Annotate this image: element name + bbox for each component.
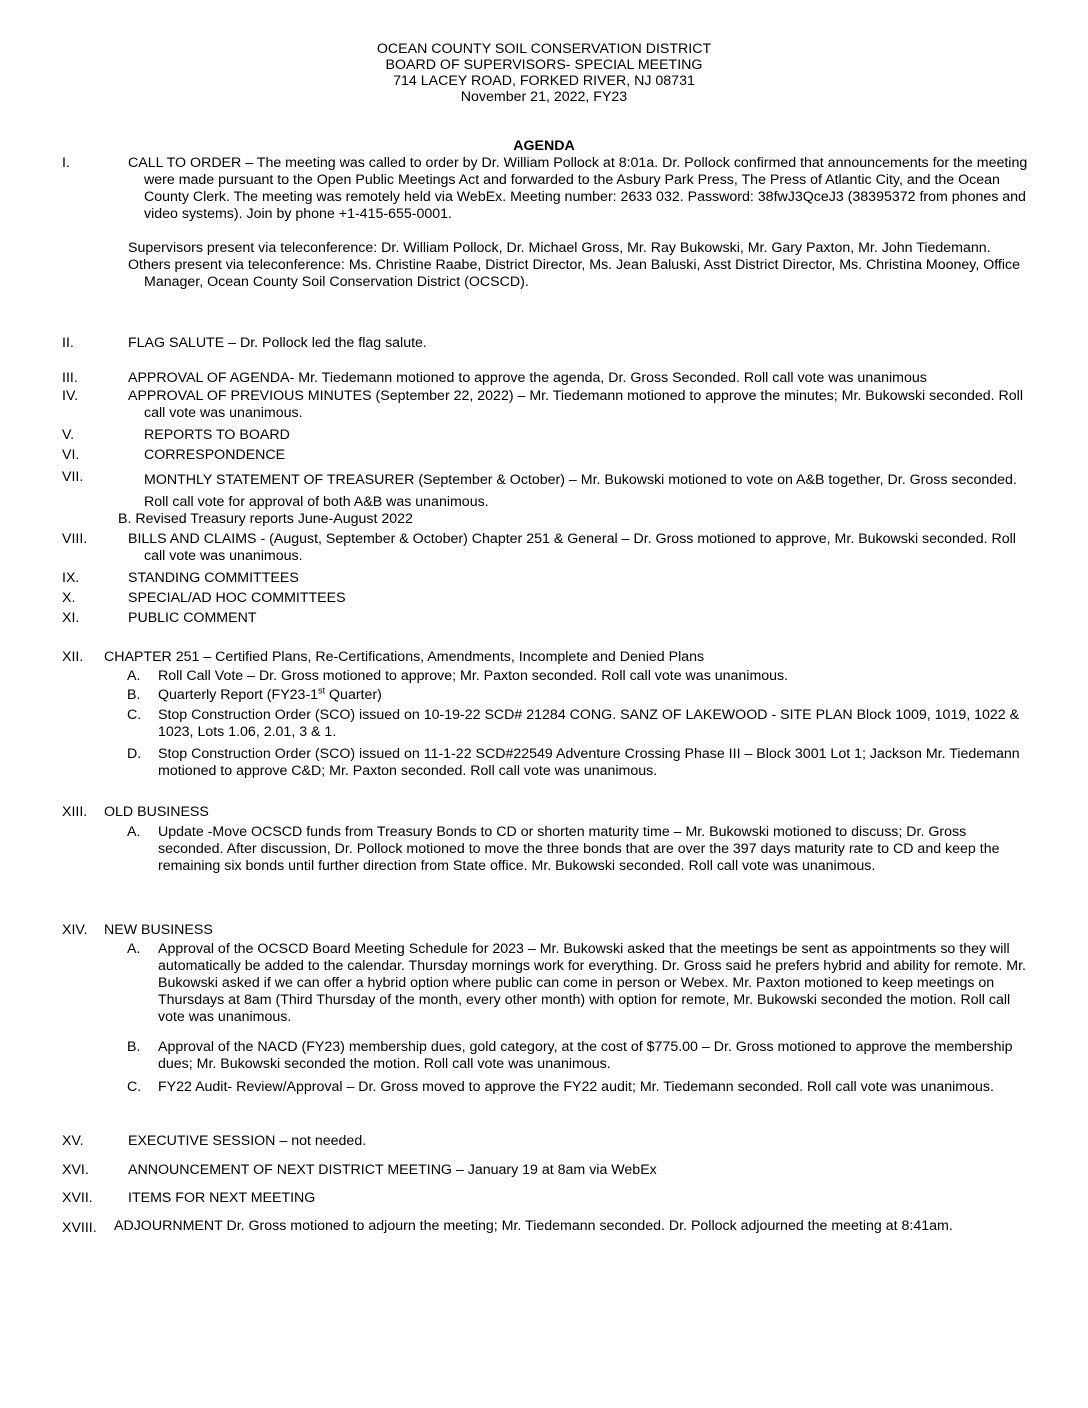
item-text: SPECIAL/AD HOC COMMITTEES [128, 590, 346, 606]
header-meeting-type: BOARD OF SUPERVISORS- SPECIAL MEETING [385, 57, 703, 73]
item-text: ANNOUNCEMENT OF NEXT DISTRICT MEETING – January 19 at 8am via WebEx [128, 1162, 657, 1178]
agenda-item-standing-committees [62, 570, 1032, 587]
sub-text: Approval of the OCSCD Board Meeting Schedule for 2023 – Mr. Bukowski asked that the meetings be sent as appointments so they will automatically be added to the calendar. Thursday mornings work for everything. Dr. Gross said he prefers hybrid and ability for remote. Mr. Bukowski asked if we can offer a hybrid option where public can come in person or Webex. Mr. Paxton motioned to keep meetings on Thursdays at 8am (Third Thursday of the month, every other month) with option for remote, Mr. Bukowski seconded the motion. Roll call vote was unanimous. [158, 941, 1026, 1025]
header-address: 714 LACEY ROAD, FORKED RIVER, NJ 08731 [393, 73, 695, 89]
item-text: APPROVAL OF AGENDA- Mr. Tiedemann motioned to approve the agenda, Dr. Gross Seconded. Roll call vote was unanimous [128, 370, 927, 386]
item-text: PUBLIC COMMENT [128, 610, 257, 626]
item-number: XVIII. [62, 1220, 97, 1236]
item-text: ITEMS FOR NEXT MEETING [128, 1190, 316, 1206]
agenda-item-new-business [62, 922, 1032, 939]
header-organization: OCEAN COUNTY SOIL CONSERVATION DISTRICT [376, 41, 712, 57]
agenda-item-reports [62, 427, 1032, 444]
agenda-item-correspondence [62, 447, 1032, 464]
agenda-item-items-for-next-meeting [62, 1190, 1032, 1207]
item-text: NEW BUSINESS [104, 922, 213, 938]
item-number: XV. [62, 1133, 84, 1149]
sub-item-b: B. Revised Treasury reports June-August 2022 [118, 511, 413, 527]
item-number: X. [62, 590, 76, 606]
agenda-item-bills-and-claims [62, 531, 1032, 565]
item-text: OLD BUSINESS [104, 804, 209, 820]
sub-text: Stop Construction Order (SCO) issued on 10-19-22 SCD# 21284 CONG. SANZ OF LAKEWOOD - SITE PLAN Block 1009, 1019, 1022 & 1023, Lots 1.06, 2.01, 3 & 1. [158, 707, 1020, 740]
sub-text: Quarterly Report (FY23-1st Quarter) [158, 685, 382, 703]
item-text: STANDING COMMITTEES [128, 570, 299, 586]
agenda-title: AGENDA [513, 138, 575, 154]
item-number: II. [62, 335, 74, 351]
sub-letter: C. [127, 707, 142, 723]
agenda-item-chapter-251 [62, 649, 1032, 666]
item-text: CHAPTER 251 – Certified Plans, Re-Certifications, Amendments, Incomplete and Denied Plans [104, 649, 705, 665]
agenda-item-next-meeting-announcement [62, 1162, 1032, 1179]
item-number: XVI. [62, 1162, 89, 1178]
item-text: FLAG SALUTE – Dr. Pollock led the flag salute. [128, 335, 427, 351]
agenda-item-previous-minutes [62, 388, 1032, 422]
header-date: November 21, 2022, FY23 [460, 89, 628, 105]
agenda-item-adjournment [62, 1218, 1032, 1236]
sub-text: Update -Move OCSCD funds from Treasury Bonds to CD or shorten maturity time – Mr. Bukowski motioned to discuss; Dr. Gross seconded. After discussion, Dr. Pollock motioned to move the three bonds that are over the 397 days maturity rate to CD and keep the remaining six bonds until further direction from State office. Mr. Bukowski seconded. Roll call vote was unanimous. [158, 824, 1000, 874]
sub-letter: B. [127, 1039, 141, 1055]
sub-letter: D. [127, 746, 142, 762]
chapter-251-sub-b [127, 685, 1033, 704]
sub-letter: A. [127, 668, 141, 684]
item-number: VII. [62, 469, 84, 485]
agenda-item-executive-session [62, 1133, 1032, 1150]
agenda-item-approval-of-agenda [62, 370, 1032, 387]
new-business-sub-b [127, 1039, 1033, 1073]
agenda-item-special-committees [62, 590, 1032, 607]
agenda-item-public-comment [62, 610, 1032, 627]
agenda-item-treasurer-statement [62, 469, 1032, 528]
item-number: I. [62, 155, 70, 171]
agenda-item-old-business [62, 804, 1032, 821]
sub-letter: A. [127, 941, 141, 957]
item-text: REPORTS TO BOARD [144, 427, 290, 443]
sub-text: Roll Call Vote – Dr. Gross motioned to approve; Mr. Paxton seconded. Roll call vote was unanimous. [158, 668, 789, 684]
chapter-251-sub-d [127, 746, 1033, 780]
document-header [0, 41, 1088, 105]
new-business-sub-c [127, 1079, 1033, 1096]
item-number: XI. [62, 610, 80, 626]
item-text: EXECUTIVE SESSION – not needed. [128, 1133, 367, 1149]
others-present: Others present via teleconference: Ms. Christine Raabe, District Director, Ms. Jean Baluski, Asst District Director, Ms. Christina Mooney, Office Manager, Ocean County Soil Conservation District (OCSCD). [128, 257, 1021, 290]
agenda-item-call-to-order [62, 155, 1032, 291]
item-text: MONTHLY STATEMENT OF TREASURER (September & October) – Mr. Bukowski motioned to vote on A&B together, Dr. Gross seconded. Roll call vote for approval of both A&B was unanimous. [144, 472, 1017, 510]
chapter-251-sub-a [127, 668, 1033, 685]
item-number: XVII. [62, 1190, 93, 1206]
item-number: VI. [62, 447, 80, 463]
supervisors-present: Supervisors present via teleconference: Dr. William Pollock, Dr. Michael Gross, Mr. Ray Bukowski, Mr. Gary Paxton, Mr. John Tiedemann. [128, 240, 991, 256]
sub-letter: C. [127, 1079, 142, 1095]
item-number: IX. [62, 570, 80, 586]
sub-letter: A. [127, 824, 141, 840]
sub-text: Stop Construction Order (SCO) issued on 11-1-22 SCD#22549 Adventure Crossing Phase III – Block 3001 Lot 1; Jackson Mr. Tiedemann motioned to approve C&D; Mr. Paxton seconded. Roll call vote was unanimous. [158, 746, 1020, 779]
agenda-item-flag-salute [62, 335, 1032, 352]
item-number: XIII. [62, 804, 88, 820]
sub-text: FY22 Audit- Review/Approval – Dr. Gross moved to approve the FY22 audit; Mr. Tiedemann seconded. Roll call vote was unanimous. [158, 1079, 994, 1095]
old-business-sub-a [127, 824, 1033, 875]
item-number: IV. [62, 388, 79, 404]
item-number: V. [62, 427, 75, 443]
sub-letter: B. [127, 687, 141, 703]
item-text: CORRESPONDENCE [144, 447, 286, 463]
sub-text: Approval of the NACD (FY23) membership dues, gold category, at the cost of $775.00 – Dr. Gross motioned to approve the membership dues; Mr. Bukowski seconded the motion. Roll call vote was unanimous. [158, 1039, 1013, 1072]
new-business-sub-a [127, 941, 1033, 1026]
item-number: XII. [62, 649, 84, 665]
item-text: APPROVAL OF PREVIOUS MINUTES (September 22, 2022) – Mr. Tiedemann motioned to approve the minutes; Mr. Bukowski seconded. Roll call vote was unanimous. [128, 388, 1023, 421]
item-number: XIV. [62, 922, 88, 938]
item-text: CALL TO ORDER – The meeting was called to order by Dr. William Pollock at 8:01a. Dr. Pollock confirmed that announcements for the meeting were made pursuant to the Open Public Meetings Act and forwarded to the Asbury Park Press, The Press of Atlantic City, and the Ocean County Clerk. The meeting was remotely held via WebEx. Meeting number: 2633 032. Password: 38fwJ3QceJ3 (38395372 from phones and video systems). Join by phone +1-415-655-0001. [128, 155, 1028, 222]
item-text: ADJOURNMENT Dr. Gross motioned to adjourn the meeting; Mr. Tiedemann seconded. Dr. Pollock adjourned the meeting at 8:41am. [114, 1218, 953, 1234]
item-number: III. [62, 370, 78, 386]
chapter-251-sub-c [127, 707, 1033, 741]
item-text: BILLS AND CLAIMS - (August, September & October) Chapter 251 & General – Dr. Gross motioned to approve, Mr. Bukowski seconded. Roll call vote was unanimous. [128, 531, 1016, 564]
item-number: VIII. [62, 531, 88, 547]
